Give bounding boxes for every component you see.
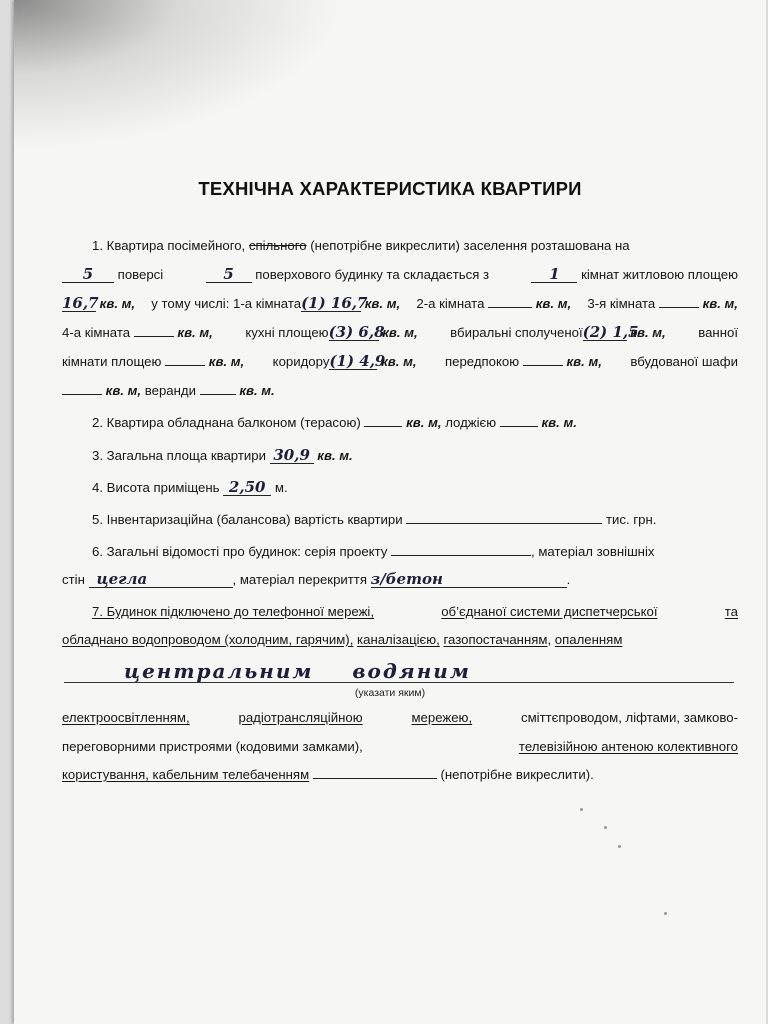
hallway-blank <box>523 365 563 366</box>
item-6-line-2: стін цегла , матеріал перекриття з/бетон . <box>62 570 571 588</box>
ceiling-height-value: 2,50 <box>223 479 271 496</box>
item-1-line-2: 5 поверсі 5 поверхового будинку та складається з 1 кімнат житловою площею <box>62 265 738 285</box>
wall-material-value: цегла <box>89 571 233 588</box>
heating-type-value: центральним водяним <box>124 659 471 683</box>
room-4-blank <box>134 336 174 337</box>
item-1-line-5: кімнати площею кв. м, коридору(1) 4,9 кв. м, передпокою кв. м, вбудованої шафи <box>62 352 738 370</box>
scan-speck <box>664 912 667 915</box>
project-series-blank <box>391 555 531 556</box>
corridor-area-value: (1) 4,9 <box>329 352 386 370</box>
item-5: 5. Інвентаризаційна (балансова) вартість квартири тис. грн. <box>92 512 657 527</box>
bathroom-area-value: (2) 1,5 <box>582 323 639 341</box>
loggia-blank <box>500 426 538 427</box>
document-title: ТЕХНІЧНА ХАРАКТЕРИСТИКА КВАРТИРИ <box>198 178 582 199</box>
item-2: 2. Квартира обладнана балконом (терасою) кв. м, лоджією кв. м. <box>92 415 577 430</box>
kitchen-area-value: (3) 6,8 <box>328 323 385 341</box>
bath-room-blank <box>165 365 205 366</box>
room-3-blank <box>659 307 699 308</box>
scan-speck <box>618 845 621 848</box>
floor-value: 5 <box>62 266 114 283</box>
item-7-line-4: переговорними пристроями (кодовими замками), телевізійною антеною колективного <box>62 739 738 754</box>
balcony-blank <box>364 426 402 427</box>
total-area-value: 30,9 <box>270 447 314 464</box>
item-7-line-3: електроосвітленням, радіотрансляційною мережею, сміттєпроводом, ліфтами, замково- <box>62 710 738 725</box>
document-page <box>14 0 766 1024</box>
item-3: 3. Загальна площа квартири 30,9 кв. м. <box>92 446 353 464</box>
item-1-line-3: 16,7 кв. м, у тому числі: 1-а кімната(1) 16,7 кв. м, 2-а кімната кв. м, 3-я кімната кв. м, <box>62 294 738 312</box>
room-1-value: (1) 16,7 <box>301 294 368 312</box>
veranda-blank <box>200 394 236 395</box>
item-7-line-1: 7. Будинок підключено до телефонної мережі, об’єднаної системи диспетчерської та <box>92 604 738 619</box>
inventory-value-blank <box>406 523 602 524</box>
item-6-line-1: 6. Загальні відомості про будинок: серія проекту , матеріал зовнішніх <box>92 544 655 559</box>
item-1-line-1: 1. Квартира посімейного, спільного (непотрібне викреслити) заселення розташована на <box>92 238 630 253</box>
item-7-line-5: користування, кабельним телебаченням (непотрібне викреслити). <box>62 767 594 782</box>
scan-speck <box>604 826 607 829</box>
room-2-blank <box>488 307 532 308</box>
item-1-line-4: 4-а кімната кв. м, кухні площею(3) 6,8 кв. м, вбиральні сполученої(2) 1,5 кв. м, ванної <box>62 323 738 341</box>
item-1-line-6: кв. м, веранди кв. м. <box>62 381 738 401</box>
cable-tv-blank <box>313 778 437 779</box>
scan-speck <box>580 808 583 811</box>
heating-type-line <box>64 682 734 683</box>
item-4: 4. Висота приміщень 2,50 м. <box>92 478 288 496</box>
ceiling-material-value: з/бетон <box>371 571 567 588</box>
item-7-line-2: обладнано водопроводом (холодним, гарячим), каналізацією, газопостачанням, опаленням <box>62 632 623 647</box>
heating-type-hint: (указати яким) <box>354 687 426 699</box>
floors-total-value: 5 <box>206 266 252 283</box>
wardrobe-blank <box>62 394 102 395</box>
struck-option: спільного <box>248 238 307 253</box>
rooms-count-value: 1 <box>531 266 577 283</box>
living-area-value: 16,7 <box>62 294 99 312</box>
